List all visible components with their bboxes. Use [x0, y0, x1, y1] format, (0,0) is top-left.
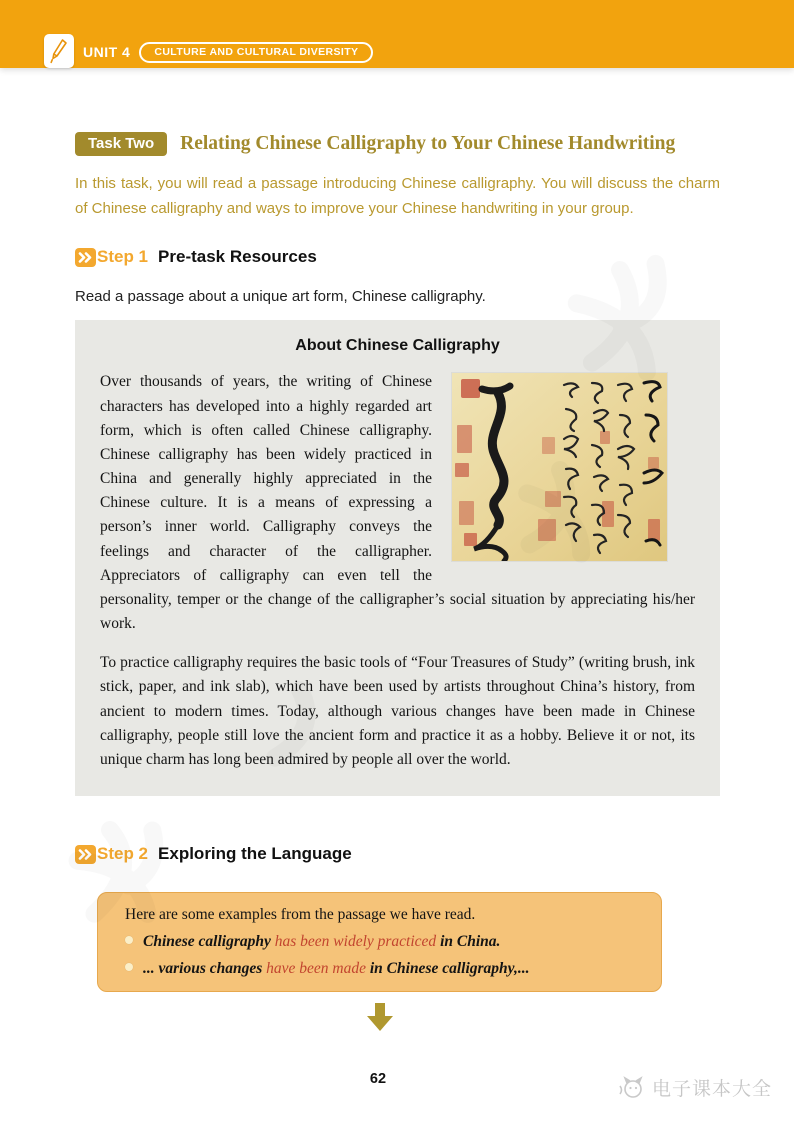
example-text [143, 931, 500, 953]
step1-title: Pre-task Resources [158, 247, 317, 267]
unit-header [0, 0, 794, 68]
step1-label: Step 1 [97, 247, 149, 267]
calligraphy-image [452, 373, 667, 561]
pen-icon [44, 34, 74, 68]
examples-intro: Here are some examples from the passage we have read. [125, 906, 476, 924]
down-arrow-icon [367, 1003, 393, 1031]
passage-paragraph-2: To practice calligraphy requires the basic tools of “Four Treasures of Study” (writing brush, ink stick, paper, and ink slab), which have been used by artists throughout China’s history, from ancient to modern times. Today, although various changes have been made in Chinese calligraphy, people still love the ancient form and practice it as a hobby. Believe it or not, its unique charm has long been admired by people all over the world. [100, 654, 695, 768]
double-chevron-icon [75, 845, 96, 864]
passage-box [75, 320, 720, 796]
task-intro: In this task, you will read a passage introducing Chinese calligraphy. You will discuss the charm of Chinese calligraphy and ways to improve your Chinese handwriting in your group. [75, 175, 720, 218]
example-highlight: has been widely practiced [274, 932, 437, 950]
unit-label: UNIT 4 [83, 44, 131, 60]
step1-instruction: Read a passage about a unique art form, Chinese calligraphy. [75, 288, 486, 306]
example-item [125, 931, 641, 953]
task-title: Relating Chinese Calligraphy to Your Chinese Handwriting [180, 133, 676, 154]
example-text [143, 958, 529, 980]
dot-icon [125, 963, 133, 971]
example-post: in China. [436, 932, 501, 950]
step2-heading [75, 844, 720, 864]
example-pre: Chinese calligraphy [143, 932, 275, 950]
step2-label: Step 2 [97, 844, 149, 864]
unit-title-pill: CULTURE AND CULTURAL DIVERSITY [139, 42, 373, 63]
dot-icon [125, 936, 133, 944]
passage-paragraph-1 [100, 370, 695, 636]
step1-heading [75, 247, 720, 267]
example-post: in Chinese calligraphy,... [366, 959, 530, 977]
publisher-watermark [619, 1074, 772, 1101]
cat-icon [619, 1076, 645, 1100]
passage-title: About Chinese Calligraphy [295, 337, 500, 355]
task-heading [75, 132, 720, 156]
watermark-text: 电子课本大全 [651, 1079, 772, 1100]
task-badge: Task Two [75, 132, 167, 156]
page-number: 62 [369, 1071, 387, 1087]
page-content [0, 132, 794, 1036]
example-highlight: have been made [266, 959, 366, 977]
example-pre: ... various changes [143, 959, 267, 977]
step2-title: Exploring the Language [158, 844, 352, 864]
double-chevron-icon [75, 248, 96, 267]
examples-box [97, 892, 662, 992]
flow-arrow-container [97, 1003, 662, 1036]
passage-paragraph-1-text: Over thousands of years, the writing of Chinese characters has developed into a highly regarded art form, which is often called Chinese calligraphy. Chinese calligraphy has been widely practiced in China and generally highly appreciated in the Chinese culture. It is a means of expressing a person’s inner world. Calligraphy conveys the feelings and character of the calligrapher. Appreciators of calligraphy can even tell the personality, temper or the change of the calligrapher’s social situation by appreciating his/her work. [100, 373, 695, 633]
example-item [125, 958, 641, 980]
